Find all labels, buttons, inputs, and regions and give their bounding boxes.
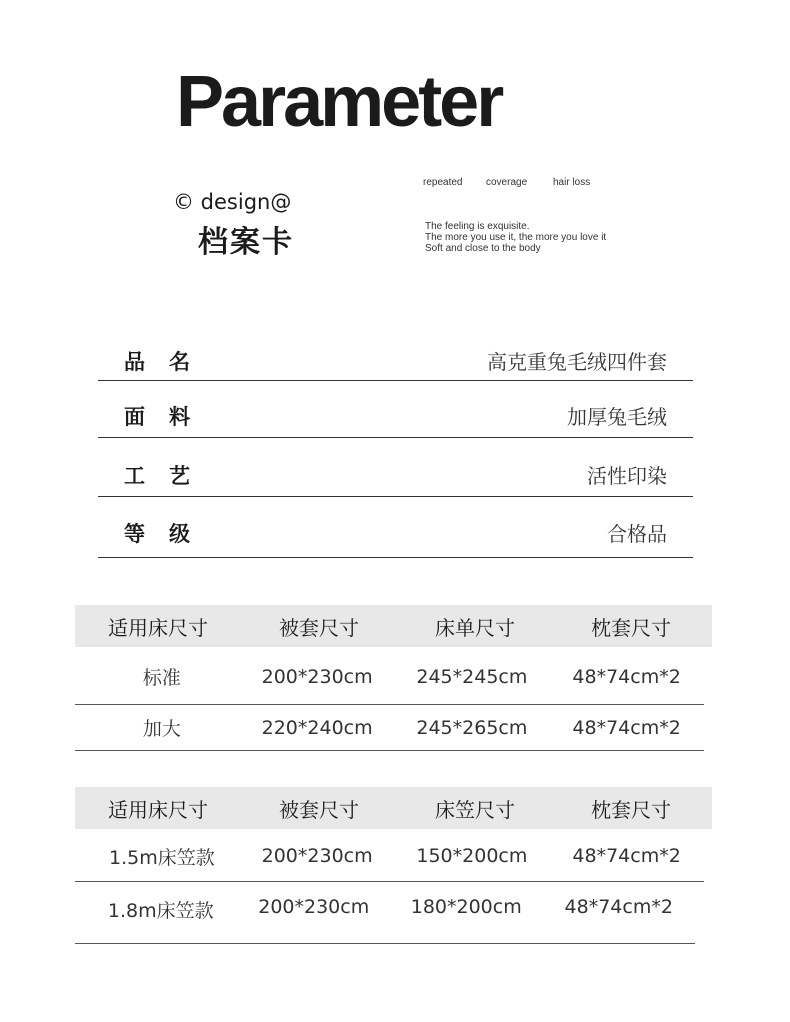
table-header [75, 605, 712, 647]
tagline-line: The more you use it, the more you love it [425, 232, 607, 243]
table-cell: 48*74cm*2 [572, 665, 681, 688]
tag-repeated: repeated [423, 177, 463, 188]
table-row [75, 647, 704, 705]
spec-list [98, 336, 693, 558]
spec-row [98, 438, 693, 497]
table-cell: 48*74cm*2 [572, 716, 681, 739]
spec-label: 面料 [124, 405, 214, 429]
design-line: © design@ [173, 190, 292, 214]
table-body [84, 647, 704, 751]
header-cell: 被套尺寸 [279, 797, 359, 822]
spec-row [98, 381, 693, 438]
header-cell: 被套尺寸 [279, 615, 359, 640]
table-cell: 48*74cm*2 [564, 896, 673, 918]
spec-value: 高克重兔毛绒四件套 [487, 350, 667, 374]
spec-value: 合格品 [607, 522, 667, 546]
tagline-line: The feeling is exquisite. [425, 221, 530, 232]
spec-label: 品名 [124, 350, 214, 374]
spec-value: 加厚兔毛绒 [567, 405, 667, 429]
table-row [75, 829, 704, 882]
tagline-line: Soft and close to the body [425, 243, 541, 254]
table-cell: 200*230cm [261, 665, 373, 688]
table-cell: 150*200cm [416, 845, 528, 867]
header-cell: 枕套尺寸 [591, 797, 671, 822]
table-cell: 200*230cm [261, 845, 373, 867]
table-cell: 1.5m床笠款 [109, 846, 215, 869]
header-cell: 床笠尺寸 [435, 797, 515, 822]
spec-label: 工艺 [124, 464, 214, 488]
table-cell: 245*265cm [416, 716, 528, 739]
header-cell: 枕套尺寸 [591, 615, 671, 640]
table-row [75, 705, 704, 751]
table-cell: 加大 [142, 718, 181, 740]
spec-value: 活性印染 [587, 464, 667, 488]
tagline [425, 221, 606, 254]
header-cell: 适用床尺寸 [108, 797, 208, 822]
table-row [75, 882, 695, 944]
table-cell: 标准 [142, 667, 181, 689]
spec-row [98, 497, 693, 558]
tag-coverage: coverage [486, 177, 528, 188]
spec-row [98, 336, 693, 381]
size-table-fitted [75, 787, 712, 944]
table-body [84, 829, 704, 944]
table-cell: 220*240cm [261, 716, 373, 739]
page-title: Parameter [176, 62, 502, 142]
table-cell: 1.8m床笠款 [107, 900, 214, 922]
table-cell: 48*74cm*2 [572, 845, 681, 867]
table-cell: 200*230cm [258, 896, 370, 918]
size-table-sheet [75, 605, 712, 751]
header-cell: 床单尺寸 [435, 615, 515, 640]
header-cell: 适用床尺寸 [108, 615, 208, 640]
tag-hair-loss: hair loss [553, 177, 591, 188]
table-cell: 245*245cm [416, 665, 528, 688]
spec-label: 等级 [124, 522, 214, 546]
card-label: 档案卡 [198, 225, 294, 260]
table-header [75, 787, 712, 829]
table-cell: 180*200cm [410, 896, 522, 918]
